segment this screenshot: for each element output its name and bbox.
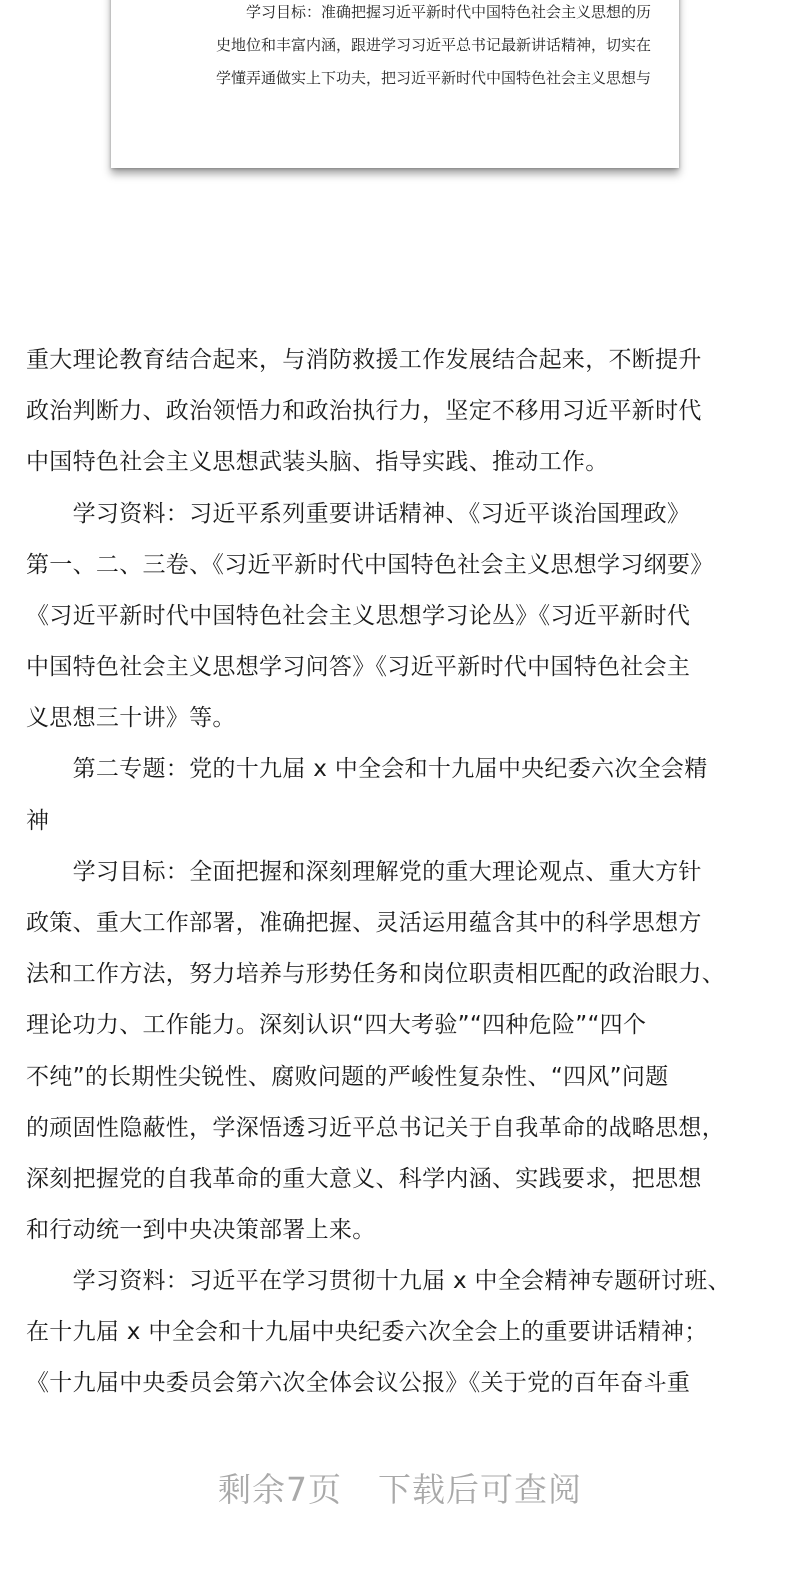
download-to-view-link[interactable]: 下载后可查阅 <box>378 1470 582 1509</box>
body-line-8: 义思想三十讲》等。 <box>26 705 236 731</box>
body-line-18: 和行动统一到中央决策部署上来。 <box>26 1217 376 1243</box>
card-line-1: 学习目标：准确把握习近平新时代中国特色社会主义思想的历 <box>245 3 651 21</box>
body-line-14: 理论功力、工作能力。深刻认识“四大考验”“四种危险”“四个 <box>26 1012 647 1038</box>
remaining-pages-label: 剩余7页 <box>218 1470 342 1509</box>
body-line-16: 的顽固性隐蔽性，学深悟透习近平总书记关于自我革命的战略思想， <box>26 1115 725 1141</box>
body-line-1: 重大理论教育结合起来，与消防救援工作发展结合起来，不断提升 <box>26 347 702 373</box>
body-line-13: 法和工作方法，努力培养与形势任务和岗位职责相匹配的政治眼力、 <box>26 961 725 987</box>
card-line-2: 史地位和丰富内涵，跟进学习习近平总书记最新讲话精神，切实在 <box>215 36 651 54</box>
card-line-3: 学懂弄通做实上下功夫，把习近平新时代中国特色社会主义思想与 <box>215 69 651 87</box>
body-line-11: 学习目标：全面把握和深刻理解党的重大理论观点、重大方针 <box>26 859 702 885</box>
download-prompt[interactable] <box>0 1455 800 1525</box>
body-line-6: 《习近平新时代中国特色社会主义思想学习论丛》《习近平新时代 <box>26 603 691 629</box>
body-line-5: 第一、二、三卷、《习近平新时代中国特色社会主义思想学习纲要》 <box>26 552 714 578</box>
body-line-20: 在十九届 x 中全会和十九届中央纪委六次全会上的重要讲话精神； <box>26 1319 708 1345</box>
body-line-15: 不纯”的长期性尖锐性、腐败问题的严峻性复杂性、“四风”问题 <box>26 1064 669 1090</box>
body-line-17: 深刻把握党的自我革命的重大意义、科学内涵、实践要求，把思想 <box>26 1166 702 1192</box>
body-line-3: 中国特色社会主义思想武装头脑、指导实践、推动工作。 <box>26 449 609 475</box>
body-line-4: 学习资料：习近平系列重要讲话精神、《习近平谈治国理政》 <box>26 501 691 527</box>
body-line-19: 学习资料：习近平在学习贯彻十九届 x 中全会精神专题研讨班、 <box>26 1268 731 1294</box>
body-line-21: 《十九届中央委员会第六次全体会议公报》《关于党的百年奋斗重 <box>26 1370 691 1396</box>
body-line-12: 政策、重大工作部署，准确把握、灵活运用蕴含其中的科学思想方 <box>26 910 702 936</box>
body-line-9: 第二专题：党的十九届 x 中全会和十九届中央纪委六次全会精 <box>26 756 708 782</box>
body-line-7: 中国特色社会主义思想学习问答》《习近平新时代中国特色社会主 <box>26 654 691 680</box>
preview-page-card <box>111 0 679 168</box>
body-line-10: 神 <box>26 808 50 834</box>
body-line-2: 政治判断力、政治领悟力和政治执行力，坚定不移用习近平新时代 <box>26 398 702 424</box>
